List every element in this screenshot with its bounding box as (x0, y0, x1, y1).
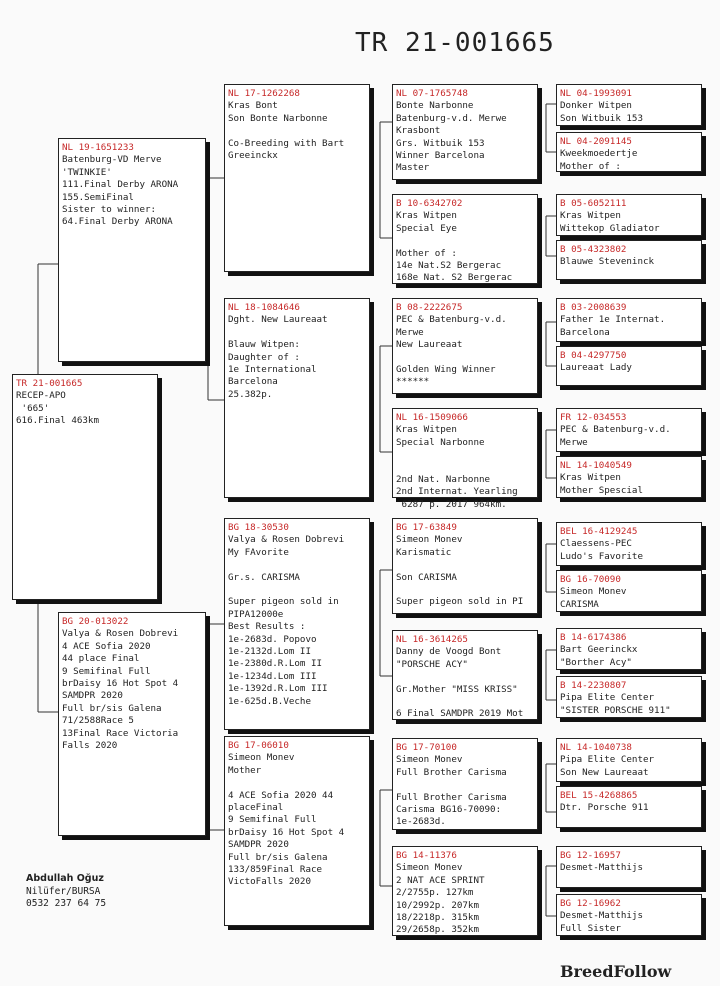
card-line: Son Witbuik 153 (560, 112, 643, 124)
card-line: Greeinckx (228, 150, 278, 162)
card-line: 13Final Race Victoria (62, 727, 179, 739)
card-line: Carisma BG16-70090: (396, 804, 502, 816)
card-line: Simeon Monev (396, 534, 463, 546)
card-line: Father 1e Internat. (560, 314, 666, 326)
card-line: Bonte Narbonne (396, 100, 474, 112)
ancestor-card (556, 738, 702, 782)
ancestor-card (224, 518, 370, 730)
ancestor-card (556, 570, 702, 612)
ancestor-card (556, 298, 702, 342)
card-line: Simeon Monev (228, 752, 295, 764)
owner-phone: 0532 237 64 75 (26, 898, 107, 909)
card-line: 168e Nat. S2 Bergerac (396, 272, 513, 284)
card-line: 25.382p. (228, 388, 273, 400)
card-line: Barcelona (228, 376, 278, 388)
card-line: 1e-2380d.R.Lom II (228, 658, 323, 670)
ring-number: B 10-6342702 (396, 198, 463, 209)
ring-number: BG 12-16957 (560, 850, 621, 861)
ring-number: BG 17-06010 (228, 740, 289, 751)
card-line: Super pigeon sold in (228, 596, 339, 608)
card-line: Kras Witpen (560, 472, 621, 484)
card-line: 133/859Final Race (228, 864, 323, 876)
ancestor-card (392, 630, 538, 720)
ring-number: BG 17-70100 (396, 742, 457, 753)
card-line: 29/2658p. 352km (396, 924, 479, 936)
ring-number: NL 16-1509066 (396, 412, 468, 423)
card-line (396, 235, 534, 247)
card-line (396, 671, 534, 683)
ring-number: NL 14-1040549 (560, 460, 632, 471)
card-line: Donker Witpen (560, 100, 632, 112)
ancestor-card (556, 346, 702, 386)
ring-number: BG 17-63849 (396, 522, 457, 533)
card-line: Batenburg-v.d. Merwe (396, 112, 507, 124)
ring-number: FR 12-034553 (560, 412, 627, 423)
card-line: "SISTER PORSCHE 911" (560, 704, 671, 716)
owner-info (26, 873, 106, 911)
card-line: 1e International (228, 364, 317, 376)
card-line: Kras Bont (228, 100, 278, 112)
card-line: PEC & Batenburg-v.d. (396, 314, 507, 326)
ring-number: B 08-2222675 (396, 302, 463, 313)
card-line: Grs. Witbuik 153 (396, 137, 485, 149)
card-line: Full Brother Carisma (396, 766, 507, 778)
card-line: Co-Breeding with Bart (228, 137, 345, 149)
card-line: Mother (228, 764, 262, 776)
card-line: Full br/sis Galena (62, 702, 162, 714)
card-line: PEC & Batenburg-v.d. (560, 424, 671, 436)
card-line: 64.Final Derby ARONA (62, 216, 173, 228)
card-line: Dtr. Porsche 911 (560, 802, 649, 814)
card-line: Son CARISMA (396, 571, 457, 583)
card-line: 155.SemiFinal (62, 191, 134, 203)
card-line: Danny de Voogd Bont (396, 646, 502, 658)
ancestor-card (556, 84, 702, 126)
card-line: 14e Nat.S2 Bergerac (396, 260, 502, 272)
ancestor-card (58, 612, 206, 836)
card-line: 2nd Nat. Narbonne (396, 474, 491, 485)
ring-number: NL 19-1651233 (62, 142, 134, 153)
card-line: Golden Wing Winner (396, 364, 496, 376)
ring-number: BG 20-013022 (62, 616, 129, 627)
ring-number: NL 04-2091145 (560, 136, 632, 147)
ring-number: BG 12-16962 (560, 898, 621, 909)
card-line: 9 Semifinal Full (62, 665, 151, 677)
card-line: 111.Final Derby ARONA (62, 179, 179, 191)
card-line: 4 ACE Sofia 2020 44 (228, 789, 334, 801)
card-line: Full br/sis Galena (228, 851, 328, 863)
card-line: Bart Geerinckx (560, 644, 638, 656)
ring-number: NL 04-1993091 (560, 88, 632, 99)
card-line: Mother of : (560, 160, 621, 172)
card-line: CARISMA (560, 598, 599, 610)
card-line (228, 125, 366, 137)
card-line: 6287 p. 2017 964km. (396, 498, 507, 510)
ancestor-card (58, 138, 206, 362)
card-line: Valya & Rosen Dobrevi (62, 628, 179, 640)
card-line: placeFinal (228, 802, 284, 814)
card-line (228, 584, 366, 596)
ring-number: NL 07-1765748 (396, 88, 468, 99)
card-line: Pipa Elite Center (560, 692, 655, 704)
pedigree-title: TR 21-001665 (355, 28, 555, 58)
ring-number: BG 14-11376 (396, 850, 457, 861)
card-line: Falls 2020 (62, 740, 118, 752)
card-line (228, 559, 366, 571)
card-line: New Laureaat (396, 339, 463, 351)
card-line: 1e-2132d.Lom II (228, 646, 311, 658)
card-line: Kras Witpen (396, 210, 457, 222)
ring-number: B 05-4323802 (560, 244, 627, 255)
card-line: Master (396, 162, 430, 174)
card-line: Mother Spescial (560, 484, 643, 496)
card-line: Gr.s. CARISMA (228, 571, 300, 583)
ancestor-card (556, 676, 702, 718)
card-line: 1e-2683d. Popovo (228, 633, 317, 645)
card-line: 6 Final SAMDPR 2019 Mot (396, 708, 524, 720)
ancestor-card (556, 194, 702, 236)
ancestor-card (392, 738, 538, 830)
owner-name: Abdullah Oğuz (26, 873, 104, 884)
card-line: Special Eye (396, 222, 457, 234)
ring-number: B 03-2008639 (560, 302, 627, 313)
ancestor-card (224, 298, 370, 498)
card-line (396, 696, 534, 708)
card-line: Kras Witpen (560, 210, 621, 222)
card-line: Pipa Elite Center (560, 754, 655, 766)
card-line: 2 NAT ACE SPRINT (396, 874, 485, 886)
card-line: Wittekop Gladiator (560, 222, 660, 234)
card-line: Batenburg-VD Merve (62, 154, 162, 166)
card-line: 1e-1234d.Lom III (228, 670, 317, 682)
card-line (396, 449, 534, 461)
card-line: 71/2588Race 5 (62, 715, 134, 727)
card-line: 'TWINKIE' (62, 166, 112, 178)
ancestor-card (556, 522, 702, 566)
card-line: 44 place Final (62, 653, 140, 665)
ring-number: BG 18-30530 (228, 522, 289, 533)
card-line: 1e-625d.B.Veche (228, 695, 311, 707)
card-line: Blauw Witpen: (228, 339, 300, 351)
ring-number: NL 16-3614265 (396, 634, 468, 645)
card-line: VictoFalls 2020 (228, 876, 311, 888)
card-line: brDaisy 16 Hot Spot 4 (62, 678, 179, 690)
card-line: Super pigeon sold in PI (396, 596, 524, 608)
card-line: Simeon Monev (396, 862, 463, 874)
card-line: RECEP-APO (16, 390, 66, 402)
card-line: 18/2218p. 315km (396, 912, 479, 924)
subject-pigeon-card (12, 374, 158, 600)
card-line: 1e-2683d. (396, 816, 446, 828)
card-line: Merwe (560, 436, 588, 448)
card-line: Simeon Monev (396, 754, 463, 766)
card-line: Kweekmoedertje (560, 148, 638, 160)
card-line: Merwe (396, 326, 424, 338)
card-line: SAMDPR 2020 (62, 690, 123, 702)
card-line (396, 559, 534, 571)
card-line: PIPA12000e (228, 608, 284, 620)
card-line: Best Results : (228, 621, 306, 633)
card-line: 2nd Internat. Yearling (396, 486, 518, 498)
card-line (396, 779, 534, 791)
card-line: Gr.Mother "MISS KRISS" (396, 683, 518, 695)
card-line: 10/2992p. 207km (396, 899, 479, 911)
owner-city: Nilüfer/BURSA (26, 885, 101, 897)
card-line: 9 Semifinal Full (228, 814, 317, 826)
ancestor-card (556, 786, 702, 828)
card-line: Son New Laureaat (560, 766, 649, 778)
ancestor-card (556, 894, 702, 936)
ring-number: NL 14-1040738 (560, 742, 632, 753)
ancestor-card (556, 132, 702, 172)
card-line: Son Bonte Narbonne (228, 112, 328, 124)
ring-number: TR 21-001665 (16, 378, 83, 389)
ancestor-card (392, 408, 538, 510)
card-line: Special Narbonne (396, 436, 485, 448)
ancestor-card (224, 84, 370, 272)
card-line: Full Sister (560, 922, 621, 934)
ancestor-card (392, 298, 538, 394)
card-line (396, 462, 534, 474)
card-line: '665' (16, 402, 50, 414)
card-line: ****** (396, 376, 430, 388)
card-line: Sister to winner: (62, 204, 157, 216)
card-line (228, 777, 366, 789)
card-line: Desmet-Matthijs (560, 910, 643, 922)
card-line: brDaisy 16 Hot Spot 4 (228, 826, 345, 838)
ring-number: B 04-4297750 (560, 350, 627, 361)
brand-logo: BreedFollow (560, 962, 672, 981)
card-line: 616.Final 463km (16, 415, 99, 427)
ring-number: BG 16-70090 (560, 574, 621, 585)
ancestor-card (392, 518, 538, 614)
card-line: Karismatic (396, 546, 452, 558)
card-line: Blauwe Steveninck (560, 256, 655, 268)
card-line (228, 327, 366, 339)
card-line: Laureaat Lady (560, 362, 632, 374)
card-line: Mother of : (396, 247, 457, 259)
card-line: 1e-1392d.R.Lom III (228, 683, 328, 695)
ancestor-card (556, 456, 702, 498)
ancestor-card (556, 240, 702, 280)
ancestor-card (224, 736, 370, 926)
card-line: Daughter of : (228, 351, 300, 363)
card-line: Ludo's Favorite (560, 550, 643, 562)
ring-number: B 05-6052111 (560, 198, 627, 209)
ancestor-card (392, 194, 538, 284)
card-line: SAMDPR 2020 (228, 839, 289, 851)
ancestor-card (556, 846, 702, 888)
card-line: Barcelona (560, 326, 610, 338)
card-line: 2/2755p. 127km (396, 887, 474, 899)
card-line: Kras Witpen (396, 424, 457, 436)
ring-number: BEL 16-4129245 (560, 526, 638, 537)
card-line: My FAvorite (228, 546, 289, 558)
card-line: 4 ACE Sofia 2020 (62, 640, 151, 652)
card-line: Dght. New Laureaat (228, 314, 328, 326)
card-line: Full Brother Carisma (396, 791, 507, 803)
ancestor-card (392, 84, 538, 180)
ancestor-card (556, 628, 702, 670)
card-line (396, 584, 534, 596)
card-line: "PORSCHE ACY" (396, 658, 468, 670)
card-line: Winner Barcelona (396, 150, 485, 162)
ancestor-card (556, 408, 702, 452)
card-line: Desmet-Matthijs (560, 862, 643, 874)
card-line: "Borther Acy" (560, 656, 632, 668)
ring-number: B 14-6174386 (560, 632, 627, 643)
card-line: Krasbont (396, 125, 441, 137)
ring-number: BEL 15-4268865 (560, 790, 638, 801)
ring-number: NL 18-1084646 (228, 302, 300, 313)
ancestor-card (392, 846, 538, 936)
ring-number: B 14-2230807 (560, 680, 627, 691)
card-line: Valya & Rosen Dobrevi (228, 534, 345, 546)
card-line: Simeon Monev (560, 586, 627, 598)
card-line: Claessens-PEC (560, 538, 632, 550)
ring-number: NL 17-1262268 (228, 88, 300, 99)
card-line (396, 352, 534, 364)
